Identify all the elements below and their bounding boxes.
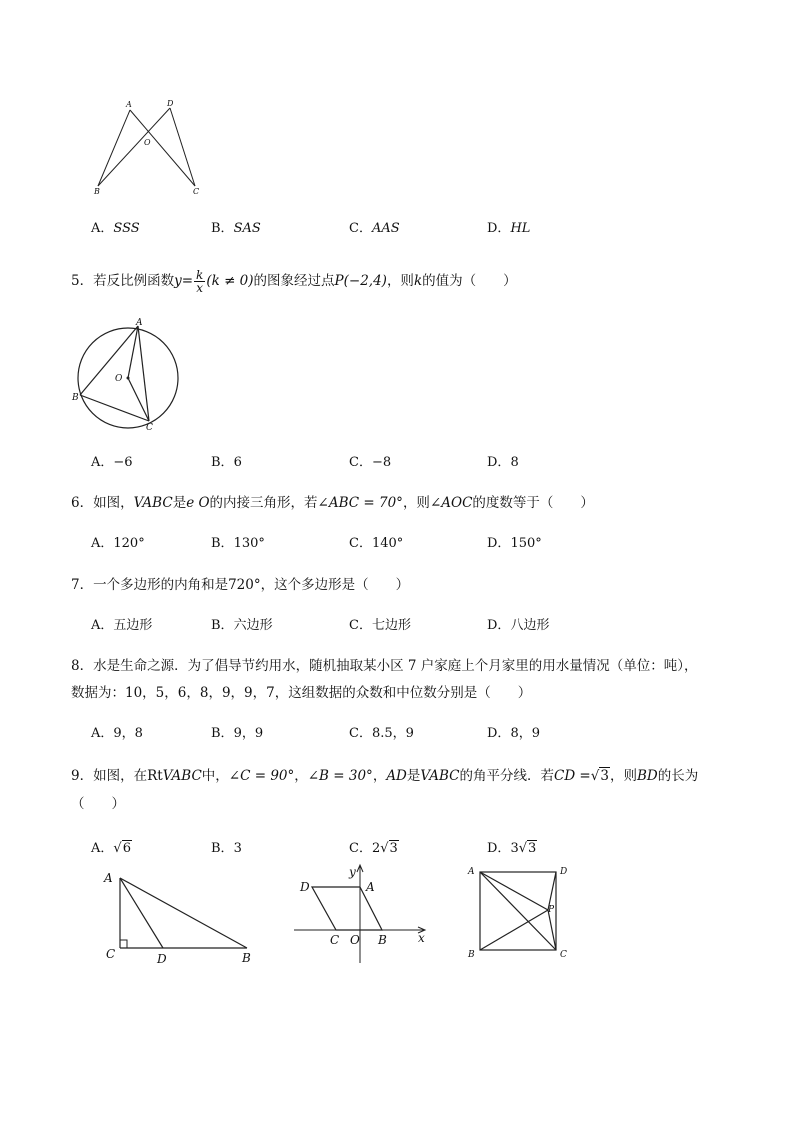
q8-option-a[interactable]: A．9，8 (91, 726, 143, 741)
center-dot (127, 377, 130, 380)
q9-stem-line1: 9．如图，在RtVABC中，∠C = 90°，∠B = 30°，AD是VABC的角平分线．若CD =√3，则BD的长为 (71, 768, 699, 784)
label-d: D (167, 99, 174, 108)
seg-ap (480, 872, 548, 910)
q4-figure (90, 98, 210, 198)
q9-option-a[interactable]: A．√6 (91, 841, 131, 856)
label-a: A (126, 100, 132, 109)
label-d: D (300, 880, 310, 894)
q6-stem: 6．如图，VABC是e O的内接三角形，若∠ABC = 70°，则∠AOC的度数等于（ ） (71, 495, 594, 511)
q5-circle-figure (70, 316, 185, 434)
seg-ac (138, 326, 149, 421)
seg-ac (130, 110, 195, 186)
q8-stem-line2: 数据为：10，5，6，8，9，9，7，这组数据的众数和中位数分别是（ ） (71, 685, 532, 701)
q7-option-c[interactable]: C．七边形 (349, 618, 411, 633)
label-d: D (560, 867, 568, 877)
q9-figure-right-triangle (100, 866, 265, 968)
seg-ab (80, 326, 138, 395)
label-a: A (104, 871, 113, 885)
q6-option-b[interactable]: B．130° (211, 536, 265, 551)
fraction-k-over-x: $\frac{k}{x}$ (196, 268, 204, 295)
label-y: y (349, 865, 356, 879)
q9-option-d[interactable]: D．3√3 (487, 841, 537, 856)
q9-figure-parallelogram-axes (292, 858, 437, 968)
q4-option-b[interactable]: B．SAS (211, 221, 261, 236)
q8-stem-line1: 8．水是生命之源．为了倡导节约用水，随机抽取某小区 7 户家庭上个月家里的用水量情况（单位：吨）， (71, 658, 698, 674)
label-b: B (242, 951, 251, 965)
label-b: B (468, 950, 475, 960)
q8-option-b[interactable]: B．9，9 (211, 726, 264, 741)
q6-option-d[interactable]: D．150° (487, 536, 542, 551)
label-o: O (115, 374, 123, 384)
seg-pc (548, 910, 556, 950)
q8-option-c[interactable]: C．8.5，9 (349, 726, 414, 741)
label-o: O (350, 933, 360, 947)
seg-oa (128, 326, 138, 378)
q9-figure-square (466, 862, 576, 964)
seg-ad (120, 878, 163, 948)
q9-stem-line2: （ ） (71, 796, 125, 812)
q5-option-b[interactable]: B．6 (211, 455, 242, 470)
q7-option-a[interactable]: A．五边形 (91, 618, 153, 633)
seg-bp (480, 910, 548, 950)
q4-option-c[interactable]: C．AAS (349, 221, 400, 236)
seg-dc (170, 108, 195, 186)
right-angle-mark (120, 940, 127, 948)
label-c: C (193, 187, 200, 196)
q4-option-a[interactable]: A．SSS (91, 221, 140, 236)
q7-option-b[interactable]: B．六边形 (211, 618, 273, 633)
label-c: C (330, 933, 340, 947)
seg-ab (98, 110, 130, 186)
seg-ab (120, 878, 247, 948)
label-x: x (418, 931, 425, 945)
q7-stem: 7．一个多边形的内角和是720°，这个多边形是（ ） (71, 577, 410, 593)
label-b: B (378, 933, 387, 947)
q6-option-c[interactable]: C．140° (349, 536, 404, 551)
q9-option-c[interactable]: C．2√3 (349, 841, 398, 856)
label-c: C (106, 947, 116, 961)
label-p: P (548, 905, 555, 915)
q5-stem: 5．若反比例函数y= $\frac{k}{x}$ (k ≠ 0)的图象经过点P(−2,4)，则k的值为（ ） (71, 268, 517, 295)
label-o: O (144, 138, 151, 147)
q5-option-a[interactable]: A．−6 (91, 455, 133, 470)
q5-option-c[interactable]: C．−8 (349, 455, 392, 470)
q6-option-a[interactable]: A．120° (91, 536, 145, 551)
q4-option-d[interactable]: D．HL (487, 221, 531, 236)
label-b: B (94, 187, 100, 196)
q8-option-d[interactable]: D．8，9 (487, 726, 540, 741)
seg-ac (480, 872, 556, 950)
q7-option-d[interactable]: D．八边形 (487, 618, 550, 633)
label-a: A (468, 867, 475, 877)
q9-option-b[interactable]: B．3 (211, 841, 242, 856)
label-a: A (136, 318, 143, 328)
seg-db (98, 108, 170, 186)
label-b: B (72, 393, 79, 403)
label-a: A (366, 880, 375, 894)
label-d: D (157, 952, 167, 966)
q5-option-d[interactable]: D．8 (487, 455, 519, 470)
label-c: C (146, 423, 153, 433)
label-c: C (560, 950, 567, 960)
